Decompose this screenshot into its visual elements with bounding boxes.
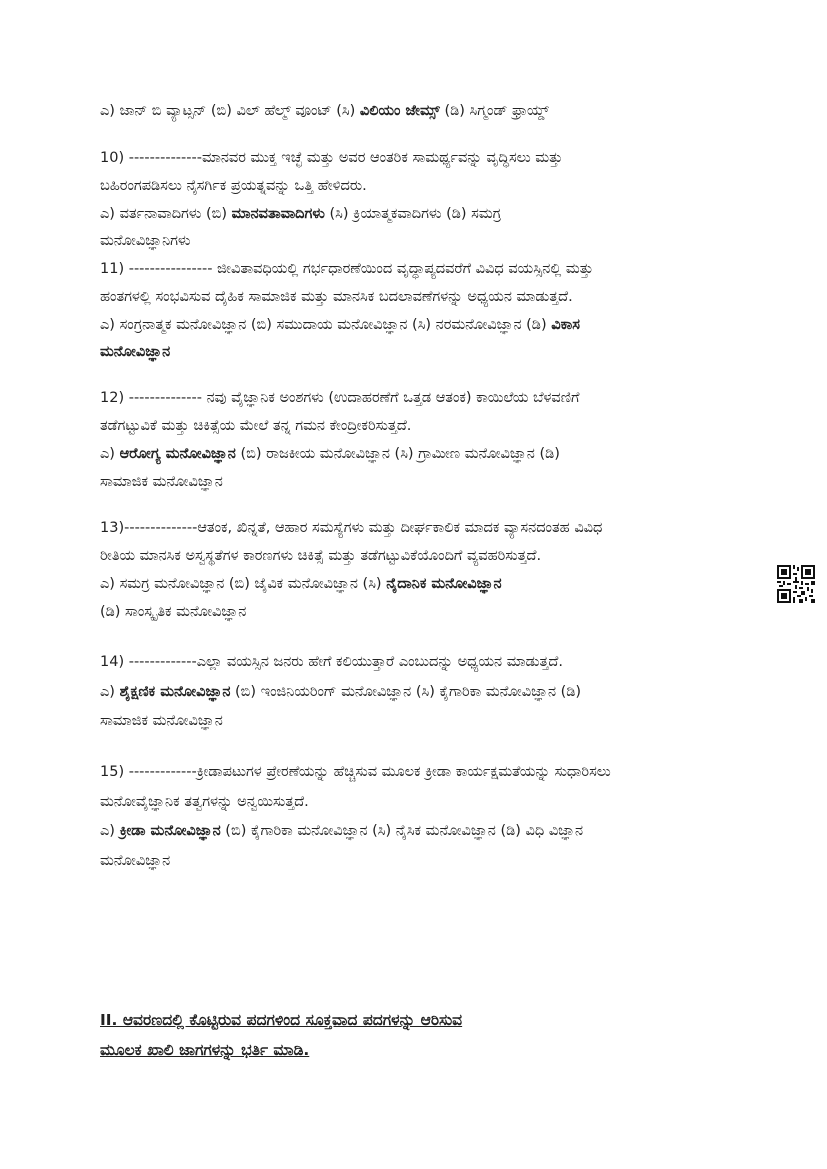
q14-answer: ಶೈಕ್ಷಣಿಕ ಮನೋವಿಜ್ಞಾನ <box>119 684 231 700</box>
q9-options-ab: ಎ) ಜಾನ್ ಬಿ ವ್ಯಾಟ್ಸನ್ (ಬಿ) ವಿಲ್ ಹೆಲ್ಮ್ ವೂಂಟ್ (ಸಿ) <box>100 103 360 119</box>
q10-options-post: (ಸಿ) ಕ್ರಿಯಾತ್ಮಕವಾದಿಗಳು (ಡಿ) ಸಮಗ್ರ <box>324 206 502 222</box>
q14-options-post: (ಬಿ) ಇಂಜಿನಿಯರಿಂಗ್ ಮನೋವಿಜ್ಞಾನ (ಸಿ) ಕೈಗಾರಿಕಾ ಮನೋವಿಜ್ಞಾನ (ಡಿ) <box>230 684 582 700</box>
q10-question-line1: 10) --------------ಮಾನವರ ಮುಕ್ತ ಇಚ್ಛೆ ಮತ್ತು ಅವರ ಆಂತರಿಕ ಸಾಮರ್ಥ್ಯವನ್ನು ವೃದ್ಧಿಸಲು ಮತ್ತು <box>100 150 563 166</box>
section-2-heading-line1: II. ಆವರಣದಲ್ಲಿ ಕೊಟ್ಟಿರುವ ಪದಗಳಿಂದ ಸೂಕ್ತವಾದ ಪದಗಳನ್ನು ಆರಿಸುವ <box>100 1011 463 1029</box>
q9-option-d: (ಡಿ) ಸಿಗ್ಮಂಡ್ ಫ್ರಾಯ್ಡ್ <box>439 103 549 119</box>
q11-answer-part2: ಮನೋವಿಜ್ಞಾನ <box>100 344 171 360</box>
q12-options <box>100 444 740 464</box>
q12-question-line2: ತಡೆಗಟ್ಟುವಿಕೆ ಮತ್ತು ಚಿಕಿತ್ಸೆಯ ಮೇಲೆ ತನ್ನ ಗಮನ ಕೇಂದ್ರೀಕರಿಸುತ್ತದೆ. <box>100 418 412 434</box>
q13-question-line1: 13)--------------ಆತಂಕ, ಖಿನ್ನತೆ, ಆಹಾರ ಸಮಸ್ಯೆಗಳು ಮತ್ತು ದೀರ್ಘಕಾಲಿಕ ಮಾದಕ ವ್ಯಾಸನದಂತಹ ವಿವಿಧ <box>100 520 603 536</box>
section-2-heading-line2: ಮೂಲಕ ಖಾಲಿ ಜಾಗಗಳನ್ನು ಭರ್ತಿ ಮಾಡಿ. <box>100 1041 310 1059</box>
q15-question-line1: 15) -------------ಕ್ರೀಡಾಪಟುಗಳ ಪ್ರೇರಣೆಯನ್ನು ಹೆಚ್ಚಿಸುವ ಮೂಲಕ ಕ್ರೀಡಾ ಕಾರ್ಯಕ್ಷಮತೆಯನ್ನು ಸುಧಾರಿಸಲು <box>100 764 611 780</box>
q11-question-line2: ಹಂತಗಳಲ್ಲಿ ಸಂಭವಿಸುವ ದೈಹಿಕ ಸಾಮಾಜಿಕ ಮತ್ತು ಮಾನಸಿಕ ಬದಲಾವಣೆಗಳನ್ನು ಅಧ್ಯಯನ ಮಾಡುತ್ತದೆ. <box>100 289 573 305</box>
q13-options <box>100 574 740 594</box>
q12-options-post: (ಬಿ) ರಾಜಕೀಯ ಮನೋವಿಜ್ಞಾನ (ಸಿ) ಗ್ರಾಮೀಣ ಮನೋವಿಜ್ಞಾನ (ಡಿ) <box>235 446 560 462</box>
q12-options-pre: ಎ) <box>100 446 120 462</box>
q12-answer: ಆರೋಗ್ಯ ಮನೋವಿಜ್ಞಾನ <box>119 446 236 462</box>
q14-question-line1: 14) -------------ಎಲ್ಲಾ ವಯಸ್ಸಿನ ಜನರು ಹೇಗೆ ಕಲಿಯುತ್ತಾರೆ ಎಂಬುದನ್ನು ಅಧ್ಯಯನ ಮಾಡುತ್ತದೆ. <box>100 654 563 670</box>
q13-question-line2: ರೀತಿಯ ಮಾನಸಿಕ ಅಸ್ವಸ್ಥತೆಗಳ ಕಾರಣಗಳು ಚಿಕಿತ್ಸೆ ಮತ್ತು ತಡೆಗಟ್ಟುವಿಕೆಯೊಂದಿಗೆ ವ್ಯವಹರಿಸುತ್ತದೆ. <box>100 548 542 564</box>
q15-question-line2: ಮನೋವೈಜ್ಞಾನಿಕ ತತ್ವಗಳನ್ನು ಅನ್ವಯಿಸುತ್ತದೆ. <box>100 794 309 810</box>
q14-options-pre: ಎ) <box>100 684 120 700</box>
q12-options-line2: ಸಾಮಾಜಿಕ ಮನೋವಿಜ್ಞಾನ <box>100 474 223 490</box>
q11-question-line1: 11) ---------------- ಜೀವಿತಾವಧಿಯಲ್ಲಿ ಗರ್ಭಧಾರಣೆಯಿಂದ ವೃದ್ಧಾಪ್ಯದವರೆಗೆ ವಿವಿಧ ವಯಸ್ಸಿನಲ್ಲಿ ಮತ್ತು <box>100 261 594 277</box>
q9-answer: ವಿಲಿಯಂ ಜೇಮ್ಸ್ <box>359 103 440 119</box>
q13-options-pre: ಎ) ಸಮಗ್ರ ಮನೋವಿಜ್ಞಾನ (ಬಿ) ಜೈವಿಕ ಮನೋವಿಜ್ಞಾನ (ಸಿ) <box>100 576 387 592</box>
q15-options-line2: ಮನೋವಿಜ್ಞಾನ <box>100 853 171 869</box>
q14-options-line2: ಸಾಮಾಜಿಕ ಮನೋವಿಜ್ಞಾನ <box>100 713 223 729</box>
q14-options <box>100 682 740 702</box>
q11-answer-part1: ವಿಕಾಸ <box>551 317 580 333</box>
q10-answer: ಮಾನವತಾವಾದಿಗಳು <box>231 206 325 222</box>
q10-options <box>100 204 740 224</box>
q13-answer: ನೈದಾನಿಕ ಮನೋವಿಜ್ಞಾನ <box>386 576 502 592</box>
q15-options <box>100 821 740 841</box>
q13-options-line2: (ಡಿ) ಸಾಂಸ್ಕೃತಿಕ ಮನೋವಿಜ್ಞಾನ <box>100 604 247 620</box>
q15-answer: ಕ್ರೀಡಾ ಮನೋವಿಜ್ಞಾನ <box>119 823 221 839</box>
q12-question-line1: 12) -------------- ನವು ವೈಜ್ಞಾನಿಕ ಅಂಶಗಳು (ಉದಾಹರಣೆಗೆ ಒತ್ತಡ ಆತಂಕ) ಕಾಯಿಲೆಯ ಬೆಳವಣಿಗೆ <box>100 390 580 406</box>
q11-options-line2 <box>100 342 740 362</box>
q10-options-pre: ಎ) ವರ್ತನಾವಾದಿಗಳು (ಬಿ) <box>100 206 232 222</box>
q15-options-post: (ಬಿ) ಕೈಗಾರಿಕಾ ಮನೋವಿಜ್ಞಾನ (ಸಿ) ನೈಸಿಕ ಮನೋವಿಜ್ಞಾನ (ಡಿ) ವಿಧಿ ವಿಜ್ಞಾನ <box>220 823 584 839</box>
q11-options <box>100 315 740 335</box>
q9-options <box>100 101 740 121</box>
q10-options-line2: ಮನೋವಿಜ್ಞಾನಿಗಳು <box>100 233 191 249</box>
qr-code-icon[interactable] <box>777 565 815 603</box>
q11-options-pre: ಎ) ಸಂಗ್ರನಾತ್ಮಕ ಮನೋವಿಜ್ಞಾನ (ಬಿ) ಸಮುದಾಯ ಮನೋವಿಜ್ಞಾನ (ಸಿ) ನರಮನೋವಿಜ್ಞಾನ (ಡಿ) <box>100 317 552 333</box>
q15-options-pre: ಎ) <box>100 823 120 839</box>
q10-question-line2: ಬಹಿರಂಗಪಡಿಸಲು ನೈಸರ್ಗಿಕ ಪ್ರಯತ್ನವನ್ನು ಒತ್ತಿ ಹೇಳಿದರು. <box>100 178 367 194</box>
